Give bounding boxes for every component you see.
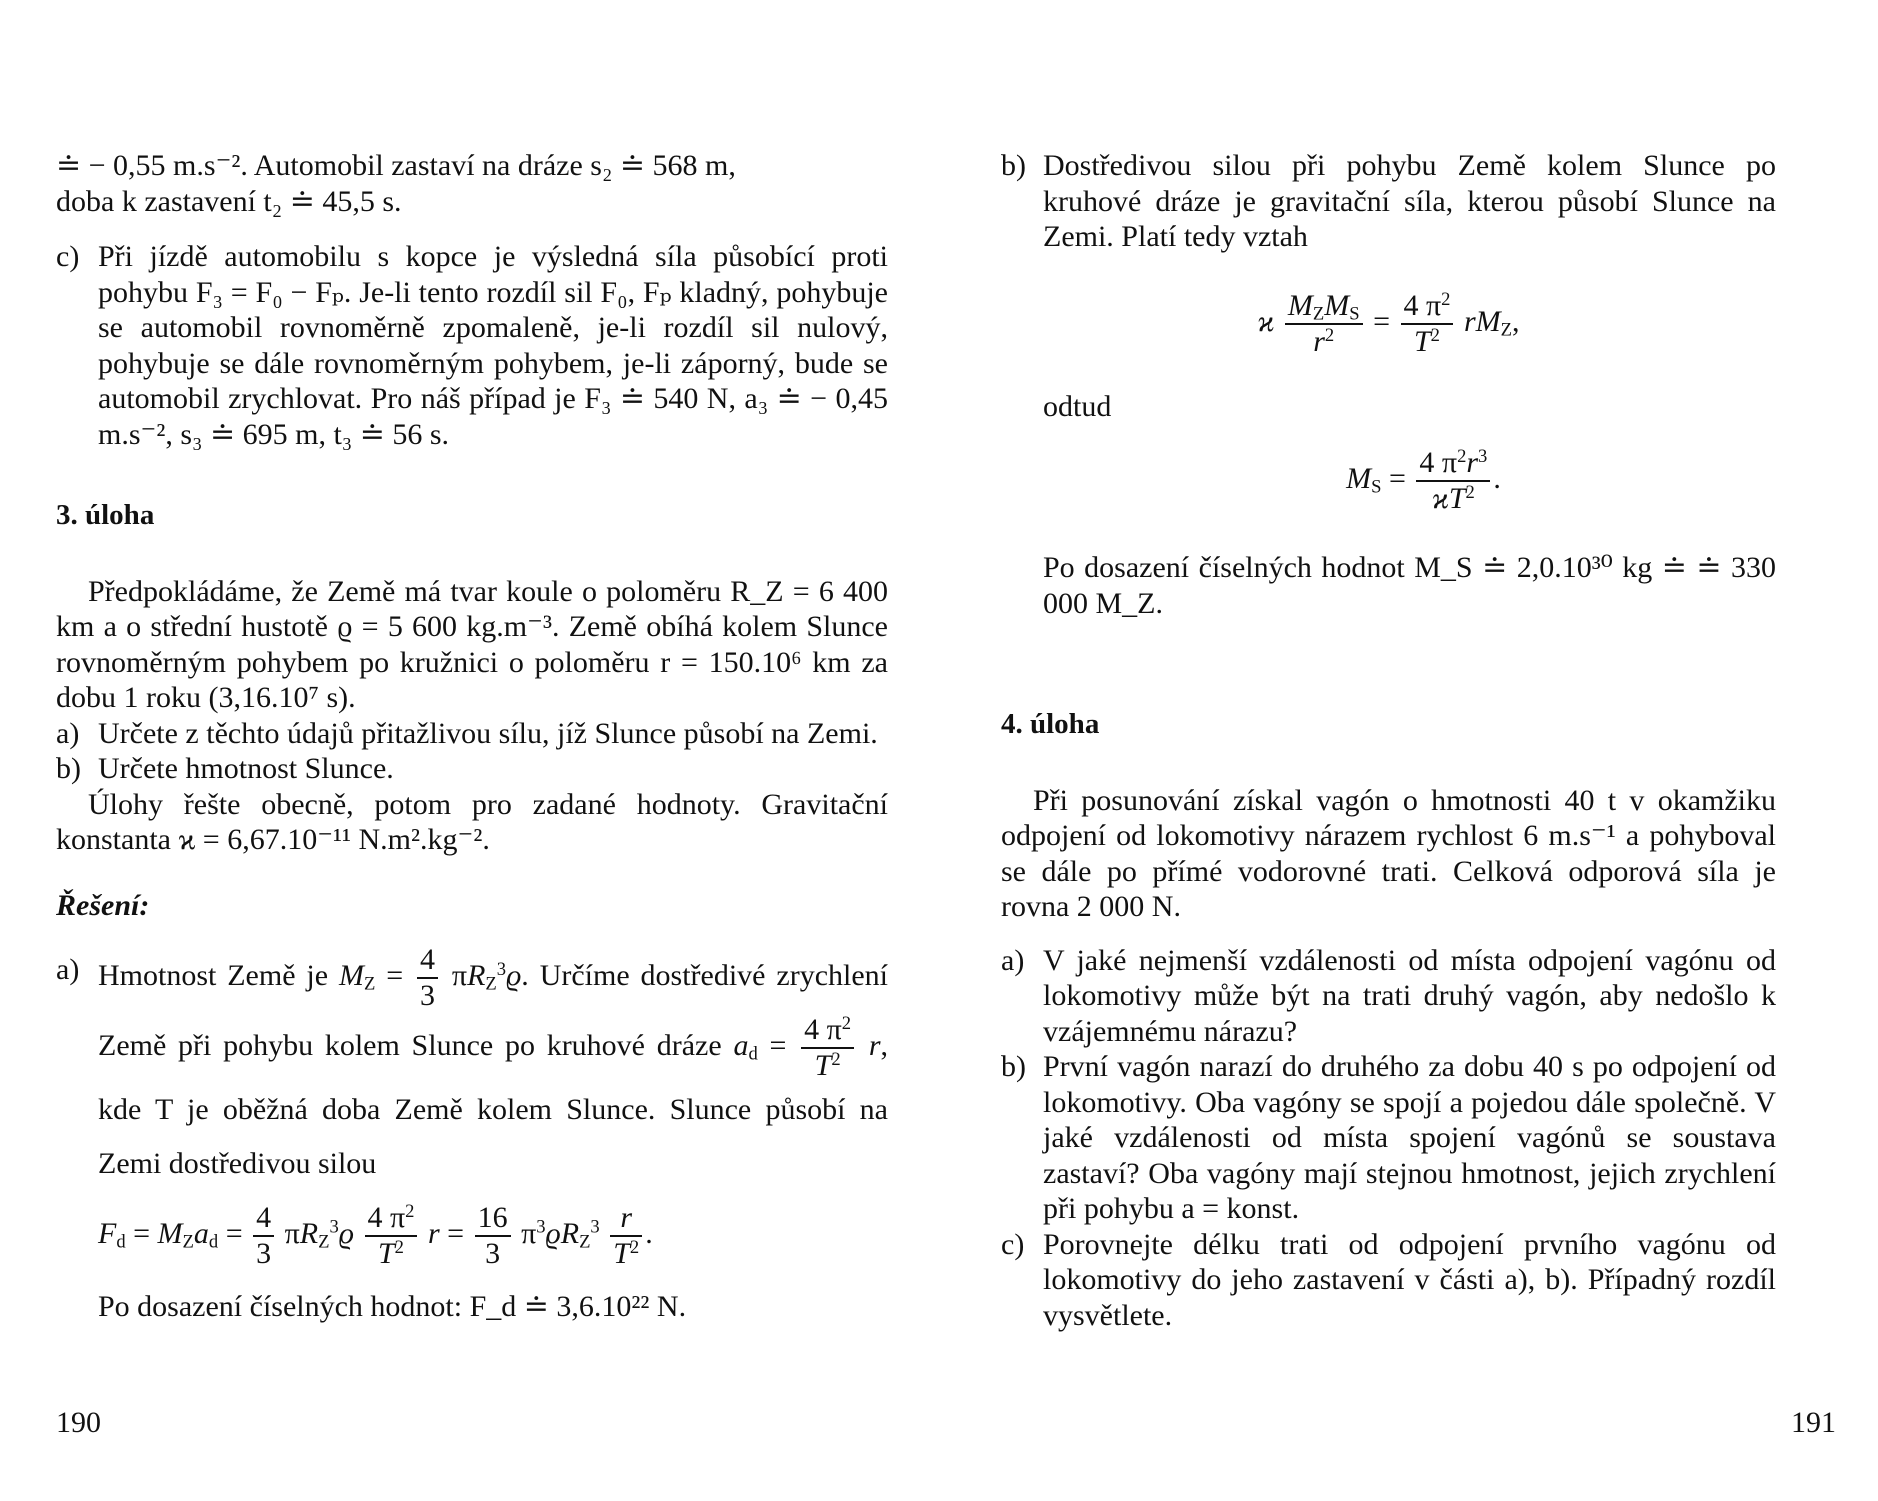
task4-item-a — [1001, 943, 1776, 1050]
right-column — [1001, 148, 1776, 1333]
solution-item-b — [1001, 148, 1776, 255]
solution-a-text-1: Hmotnost Země je — [98, 958, 329, 992]
formula-earth-mass: $M_Z$ = $\frac{4}{3}$ $\pi R_Z^3ϱ$. — [338, 943, 529, 1012]
task4-heading: 4. úloha — [1001, 708, 1100, 740]
task3-heading: 3. úloha — [56, 499, 155, 531]
task4-item-c-text: Porovnejte délku trati od odpojení prvního vagónu od lokomotivy do jeho zastavení v části a), b). Případný rozdíl vysvětlete. — [1043, 1227, 1776, 1332]
task3-item-a-text: Určete z těchto údajů přitažlivou sílu, jíž Slunce působí na Zemi. — [98, 716, 878, 750]
task3-item-b-label: b) — [56, 752, 81, 785]
solution-a-text-3: dráze — [656, 1028, 722, 1062]
right-page — [939, 0, 1878, 1501]
item-c-text: Při jízdě automobilu s kopce je výsledná síla působící proti pohybu F₃ = F₀ − Fₚ. Je-li tento rozdíl sil F₀, Fₚ kladný, pohybuje se automobil rovnoměrně zpomaleně, je-li rozdíl sil nulový, pohybuje se dále rovnoměrným pohybem, je-li záporný, bude se automobil zrychlovat. Pro náš případ je F₃ ≐ 540 N, a₃ ≐ − 0,45 m.s⁻², s₃ ≐ 695 m, t₃ ≐ 56 s. — [98, 240, 888, 451]
solution-item-a-label: a) — [56, 953, 80, 986]
continuation-line-1: ≐ − 0,55 m.s⁻². Automobil zastaví na dráze s₂ ≐ 568 m, — [56, 149, 736, 182]
task3-item-a-label: a) — [56, 716, 80, 750]
page-number-right: 191 — [1791, 1406, 1836, 1439]
odtud-text: odtud — [1043, 389, 1112, 423]
left-column — [56, 148, 888, 1325]
task4-intro: Při posunování získal vagón o hmotnosti 40 t v okamžiku odpojení od lokomotivy nárazem rychlost 6 m.s⁻¹ a pohyboval se dále po přímé vodorovné trati. Celková odporová síla je rovna 2 000 N. — [1001, 783, 1776, 923]
task4-item-a-text: V jaké nejmenší vzdálenosti od místa odpojení vagónu od lokomotivy může být na trati druhý vagón, aby nedošlo k vzájemnému nárazu? — [1043, 943, 1776, 1048]
continuation-line-2: doba k zastavení t₂ ≐ 45,5 s. — [56, 184, 402, 218]
task3-item-b-text: Určete hmotnost Slunce. — [98, 752, 394, 785]
formula-centripetal-acceleration: $a_d$ = $\frac{4 \pi^2}{T^2}$ r — [733, 1012, 881, 1082]
item-c-label: c) — [56, 240, 80, 273]
task3-note: Úlohy řešte obecně, potom pro zadané hodnoty. Gravitační konstanta ϰ = 6,67.10⁻¹¹ N.m².kg⁻². — [56, 787, 888, 856]
formula-sun-mass: $M_S$ = $\frac{4 \pi^2r^3}{ϰT^2}$ . — [1346, 445, 1501, 515]
solution-b-result: Po dosazení číselných hodnot M_S ≐ 2,0.10³⁰ kg ≐ ≐ 330 000 M_Z. — [1043, 551, 1776, 620]
solution-a-text-4: , kde T je oběžná doba Země kolem Slunce. Slunce působí na Zemi dostředivou silou — [98, 1028, 889, 1180]
task3-item-b — [56, 751, 888, 787]
solution-item-a — [56, 943, 888, 1191]
solution-item-b-text: Dostředivou silou při pohybu Země kolem Slunce po kruhové dráze je gravitační síla, kterou působí Slunce na Zemi. Platí tedy vztah — [1043, 149, 1776, 253]
solution-heading: Řešení: — [56, 888, 150, 922]
task3-item-a — [56, 716, 888, 752]
formula-centripetal-force: $F_d = M_Za_d$ = $\frac{4}{3}$ $\pi R_Z^3ϱ$ $\frac{4 \pi^2}{T^2}$ r = $\frac{16}{3}$ $\pi^3ϱR_Z^3$ $\frac{r}{T^2}$ . — [98, 1200, 653, 1270]
page-number-left: 190 — [56, 1406, 101, 1439]
task4-item-b-text: První vagón narazí do druhého za dobu 40 s po odpojení od lokomotivy. Oba vagóny se spojí a pojedou dále společně. V jaké vzdálenosti od místa spojení vagónů se soustava zastaví? Oba vagóny mají stejnou hmotnost, jejich zrychlení při pohybu a = konst. — [1043, 1050, 1776, 1225]
solution-item-b-label: b) — [1001, 149, 1026, 182]
item-c — [56, 239, 888, 452]
task4-item-c — [1001, 1227, 1776, 1334]
task4-item-b — [1001, 1049, 1776, 1227]
solution-a-result: Po dosazení číselných hodnot: F_d ≐ 3,6.10²² N. — [98, 1290, 687, 1323]
task4-item-b-label: b) — [1001, 1050, 1026, 1083]
formula-gravity-equation: ϰ $\frac{M_ZM_S}{r^2}$ = $\frac{4 \pi^2}{T^2}$ $rM_Z$, — [1257, 288, 1520, 358]
solution-a-text-2: Určíme dostředivé zrychlení Země při pohybu kolem Slunce po kruhové — [98, 958, 888, 1062]
task3-intro: Předpokládáme, že Země má tvar koule o poloměru R_Z = 6 400 km a o střední hustotě ϱ = 5 600 kg.m⁻³. Země obíhá kolem Slunce rovnoměrným pohybem po kružnici o poloměru r = 150.10⁶ km za dobu 1 roku (3,16.10⁷ s). — [56, 574, 888, 714]
task4-item-a-label: a) — [1001, 943, 1025, 977]
task4-item-c-label: c) — [1001, 1227, 1025, 1261]
